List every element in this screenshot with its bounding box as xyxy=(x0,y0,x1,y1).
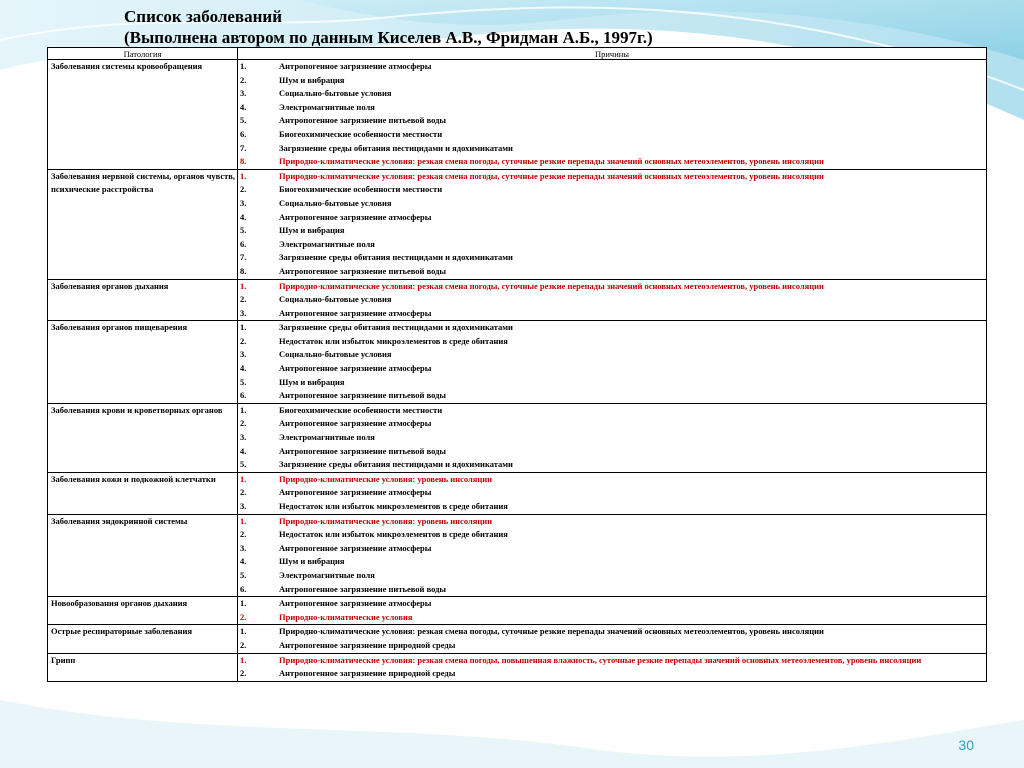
cause-text: Антропогенное загрязнение питьевой воды xyxy=(279,390,447,401)
cause-item xyxy=(240,500,984,514)
cause-number: 5. xyxy=(240,225,247,236)
pathology-cell: Заболевания кожи и подкожной клетчатки xyxy=(48,472,238,514)
causes-cell xyxy=(238,625,987,653)
cause-text: Антропогенное загрязнение питьевой воды xyxy=(279,265,447,276)
disease-causes-table xyxy=(47,47,987,682)
disease-causes-table-container xyxy=(47,47,986,682)
cause-item xyxy=(240,293,984,307)
cause-item xyxy=(240,101,984,115)
cause-text: Антропогенное загрязнение атмосферы xyxy=(279,61,432,71)
cause-text: Шум и вибрация xyxy=(279,376,345,387)
page-number: 30 xyxy=(958,737,974,753)
cause-item xyxy=(240,569,984,583)
causes-list xyxy=(240,515,984,597)
cause-text: Биогеохимические особенности местности xyxy=(279,128,443,139)
header-causes: Причины xyxy=(238,48,987,60)
table-row xyxy=(48,169,987,279)
cause-item xyxy=(240,183,984,197)
cause-item xyxy=(240,667,984,681)
cause-text: Природно-климатические условия: уровень инсоляции xyxy=(279,473,493,484)
cause-item xyxy=(240,555,984,569)
cause-number: 7. xyxy=(240,142,247,153)
cause-number: 2. xyxy=(240,184,247,195)
cause-number: 6. xyxy=(240,390,247,401)
table-row xyxy=(48,321,987,404)
cause-text: Природно-климатические условия: резкая смена погоды, суточные резкие перепады значений основных метеоэлементов, уровень инсоляции xyxy=(279,170,824,181)
cause-number: 3. xyxy=(240,307,247,318)
cause-item xyxy=(240,128,984,142)
cause-number: 4. xyxy=(240,101,247,112)
cause-number: 1. xyxy=(240,473,247,484)
cause-number: 5. xyxy=(240,459,247,470)
cause-text: Социально-бытовые условия xyxy=(279,294,392,305)
causes-cell xyxy=(238,169,987,279)
cause-item xyxy=(240,376,984,390)
causes-list xyxy=(240,321,984,403)
cause-text: Загрязнение среды обитания пестицидами и ядохимикатами xyxy=(279,142,513,153)
cause-text: Антропогенное загрязнение природной среды xyxy=(279,639,456,650)
cause-number: 1. xyxy=(240,598,247,609)
cause-item xyxy=(240,60,984,74)
cause-number: 6. xyxy=(240,583,247,594)
pathology-cell: Заболевания крови и кроветворных органов xyxy=(48,403,238,472)
cause-number: 2. xyxy=(240,74,247,85)
causes-list xyxy=(240,170,984,279)
cause-text: Биогеохимические особенности местности xyxy=(279,404,443,415)
causes-list xyxy=(240,625,984,652)
cause-item xyxy=(240,611,984,625)
cause-number: 3. xyxy=(240,197,247,208)
cause-text: Природно-климатические условия: резкая смена погоды, суточные резкие перепады значений основных метеоэлементов, уровень инсоляции xyxy=(279,280,824,291)
cause-number: 4. xyxy=(240,556,247,567)
cause-text: Природно-климатические условия: резкая смена погоды, повышенная влажность, суточные резкие перепады значений основных метеоэлементов, уровень инсоляции xyxy=(279,654,922,665)
cause-number: 5. xyxy=(240,569,247,580)
cause-number: 3. xyxy=(240,349,247,360)
cause-text: Недостаток или избыток микроэлементов в среде обитания xyxy=(279,529,508,540)
cause-text: Электромагнитные поля xyxy=(279,569,375,580)
cause-text: Электромагнитные поля xyxy=(279,101,375,112)
cause-item xyxy=(240,224,984,238)
cause-text: Шум и вибрация xyxy=(279,556,345,567)
cause-text: Недостаток или избыток микроэлементов в среде обитания xyxy=(279,335,508,346)
cause-text: Антропогенное загрязнение питьевой воды xyxy=(279,445,447,456)
cause-item xyxy=(240,639,984,653)
cause-number: 2. xyxy=(240,639,247,650)
cause-text: Природно-климатические условия xyxy=(279,611,413,622)
table-row xyxy=(48,625,987,653)
cause-text: Социально-бытовые условия xyxy=(279,197,392,208)
cause-text: Электромагнитные поля xyxy=(279,238,375,249)
cause-text: Антропогенное загрязнение атмосферы xyxy=(279,598,432,609)
table-body xyxy=(48,60,987,682)
cause-text: Антропогенное загрязнение атмосферы xyxy=(279,487,432,498)
cause-number: 3. xyxy=(240,501,247,511)
cause-item xyxy=(240,417,984,431)
cause-number: 4. xyxy=(240,211,247,222)
causes-list xyxy=(240,654,984,681)
cause-text: Загрязнение среды обитания пестицидами и ядохимикатами xyxy=(279,252,513,263)
cause-text: Антропогенное загрязнение атмосферы xyxy=(279,211,432,222)
causes-cell xyxy=(238,653,987,681)
cause-number: 3. xyxy=(240,432,247,443)
pathology-cell: Новообразования органов дыхания xyxy=(48,597,238,625)
cause-item xyxy=(240,74,984,88)
cause-item xyxy=(240,211,984,225)
cause-text: Антропогенное загрязнение питьевой воды xyxy=(279,583,447,594)
cause-item xyxy=(240,458,984,472)
cause-item xyxy=(240,142,984,156)
cause-text: Антропогенное загрязнение атмосферы xyxy=(279,363,432,374)
table-row xyxy=(48,653,987,681)
cause-text: Социально-бытовые условия xyxy=(279,88,392,99)
cause-item xyxy=(240,155,984,169)
cause-text: Природно-климатические условия: резкая смена погоды, суточные резкие перепады значений основных метеоэлементов, уровень инсоляции xyxy=(279,156,824,167)
cause-item xyxy=(240,473,984,487)
cause-number: 6. xyxy=(240,238,247,249)
cause-item xyxy=(240,197,984,211)
cause-item xyxy=(240,87,984,101)
title-line-1: Список заболеваний xyxy=(124,7,282,26)
cause-text: Природно-климатические условия: резкая смена погоды, суточные резкие перепады значений основных метеоэлементов, уровень инсоляции xyxy=(279,626,824,637)
cause-text: Антропогенное загрязнение атмосферы xyxy=(279,307,432,318)
table-row xyxy=(48,60,987,170)
table-header-row xyxy=(48,48,987,60)
cause-item xyxy=(240,528,984,542)
cause-item xyxy=(240,280,984,294)
cause-item xyxy=(240,431,984,445)
cause-text: Биогеохимические особенности местности xyxy=(279,184,443,195)
cause-number: 7. xyxy=(240,252,247,263)
title-line-2: (Выполнена автором по данным Киселев А.В., Фридман А.Б., 1997г.) xyxy=(124,28,653,47)
causes-list xyxy=(240,597,984,624)
cause-item xyxy=(240,335,984,349)
cause-item xyxy=(240,238,984,252)
pathology-cell: Заболевания органов дыхания xyxy=(48,279,238,321)
cause-item xyxy=(240,307,984,321)
cause-text: Загрязнение среды обитания пестицидами и ядохимикатами xyxy=(279,459,513,470)
causes-cell xyxy=(238,403,987,472)
cause-item xyxy=(240,362,984,376)
cause-number: 4. xyxy=(240,445,247,456)
cause-item xyxy=(240,265,984,279)
cause-item xyxy=(240,404,984,418)
cause-number: 6. xyxy=(240,128,247,139)
cause-number: 2. xyxy=(240,335,247,346)
cause-number: 2. xyxy=(240,668,247,679)
table-row xyxy=(48,472,987,514)
pathology-cell: Острые респираторные заболевания xyxy=(48,625,238,653)
cause-text: Шум и вибрация xyxy=(279,74,345,85)
cause-text: Шум и вибрация xyxy=(279,225,345,236)
cause-number: 3. xyxy=(240,542,247,553)
cause-item xyxy=(240,170,984,184)
pathology-cell: Грипп xyxy=(48,653,238,681)
cause-text: Антропогенное загрязнение атмосферы xyxy=(279,542,432,553)
cause-text: Социально-бытовые условия xyxy=(279,349,392,360)
causes-list xyxy=(240,404,984,472)
cause-item xyxy=(240,654,984,668)
table-row xyxy=(48,514,987,597)
cause-item xyxy=(240,251,984,265)
cause-number: 2. xyxy=(240,418,247,429)
cause-number: 2. xyxy=(240,294,247,305)
slide-title xyxy=(124,6,653,48)
cause-number: 8. xyxy=(240,265,247,276)
causes-cell xyxy=(238,60,987,170)
pathology-cell: Заболевания органов пищеварения xyxy=(48,321,238,404)
cause-item xyxy=(240,348,984,362)
cause-item xyxy=(240,389,984,403)
pathology-cell: Заболевания эндокринной системы xyxy=(48,514,238,597)
cause-number: 1. xyxy=(240,170,247,181)
causes-cell xyxy=(238,514,987,597)
cause-text: Антропогенное загрязнение природной среды xyxy=(279,668,456,679)
header-pathology: Патология xyxy=(48,48,238,60)
cause-number: 8. xyxy=(240,156,247,167)
cause-number: 1. xyxy=(240,404,247,415)
cause-number: 1. xyxy=(240,61,247,71)
cause-item xyxy=(240,542,984,556)
cause-number: 1. xyxy=(240,322,247,333)
cause-number: 1. xyxy=(240,626,247,637)
cause-item xyxy=(240,486,984,500)
cause-text: Антропогенное загрязнение атмосферы xyxy=(279,418,432,429)
cause-number: 3. xyxy=(240,88,247,99)
causes-list xyxy=(240,473,984,514)
cause-text: Природно-климатические условия: уровень инсоляции xyxy=(279,515,493,526)
cause-text: Загрязнение среды обитания пестицидами и ядохимикатами xyxy=(279,322,513,333)
causes-list xyxy=(240,60,984,169)
cause-item xyxy=(240,625,984,639)
causes-cell xyxy=(238,472,987,514)
cause-number: 4. xyxy=(240,363,247,374)
causes-list xyxy=(240,280,984,321)
causes-cell xyxy=(238,279,987,321)
cause-item xyxy=(240,597,984,611)
cause-number: 2. xyxy=(240,529,247,540)
table-row xyxy=(48,597,987,625)
causes-cell xyxy=(238,321,987,404)
cause-item xyxy=(240,445,984,459)
cause-text: Электромагнитные поля xyxy=(279,432,375,443)
cause-text: Антропогенное загрязнение питьевой воды xyxy=(279,115,447,126)
cause-item xyxy=(240,583,984,597)
pathology-cell: Заболевания системы кровообращения xyxy=(48,60,238,170)
cause-number: 2. xyxy=(240,611,247,622)
cause-item xyxy=(240,114,984,128)
cause-text: Недостаток или избыток микроэлементов в среде обитания xyxy=(279,501,508,511)
table-row xyxy=(48,279,987,321)
cause-number: 1. xyxy=(240,280,247,291)
cause-item xyxy=(240,321,984,335)
table-row xyxy=(48,403,987,472)
causes-cell xyxy=(238,597,987,625)
cause-number: 5. xyxy=(240,376,247,387)
cause-number: 1. xyxy=(240,654,247,665)
pathology-cell: Заболевания нервной системы, органов чувств, психические расстройства xyxy=(48,169,238,279)
cause-number: 2. xyxy=(240,487,247,498)
cause-number: 5. xyxy=(240,115,247,126)
cause-item xyxy=(240,515,984,529)
cause-number: 1. xyxy=(240,515,247,526)
